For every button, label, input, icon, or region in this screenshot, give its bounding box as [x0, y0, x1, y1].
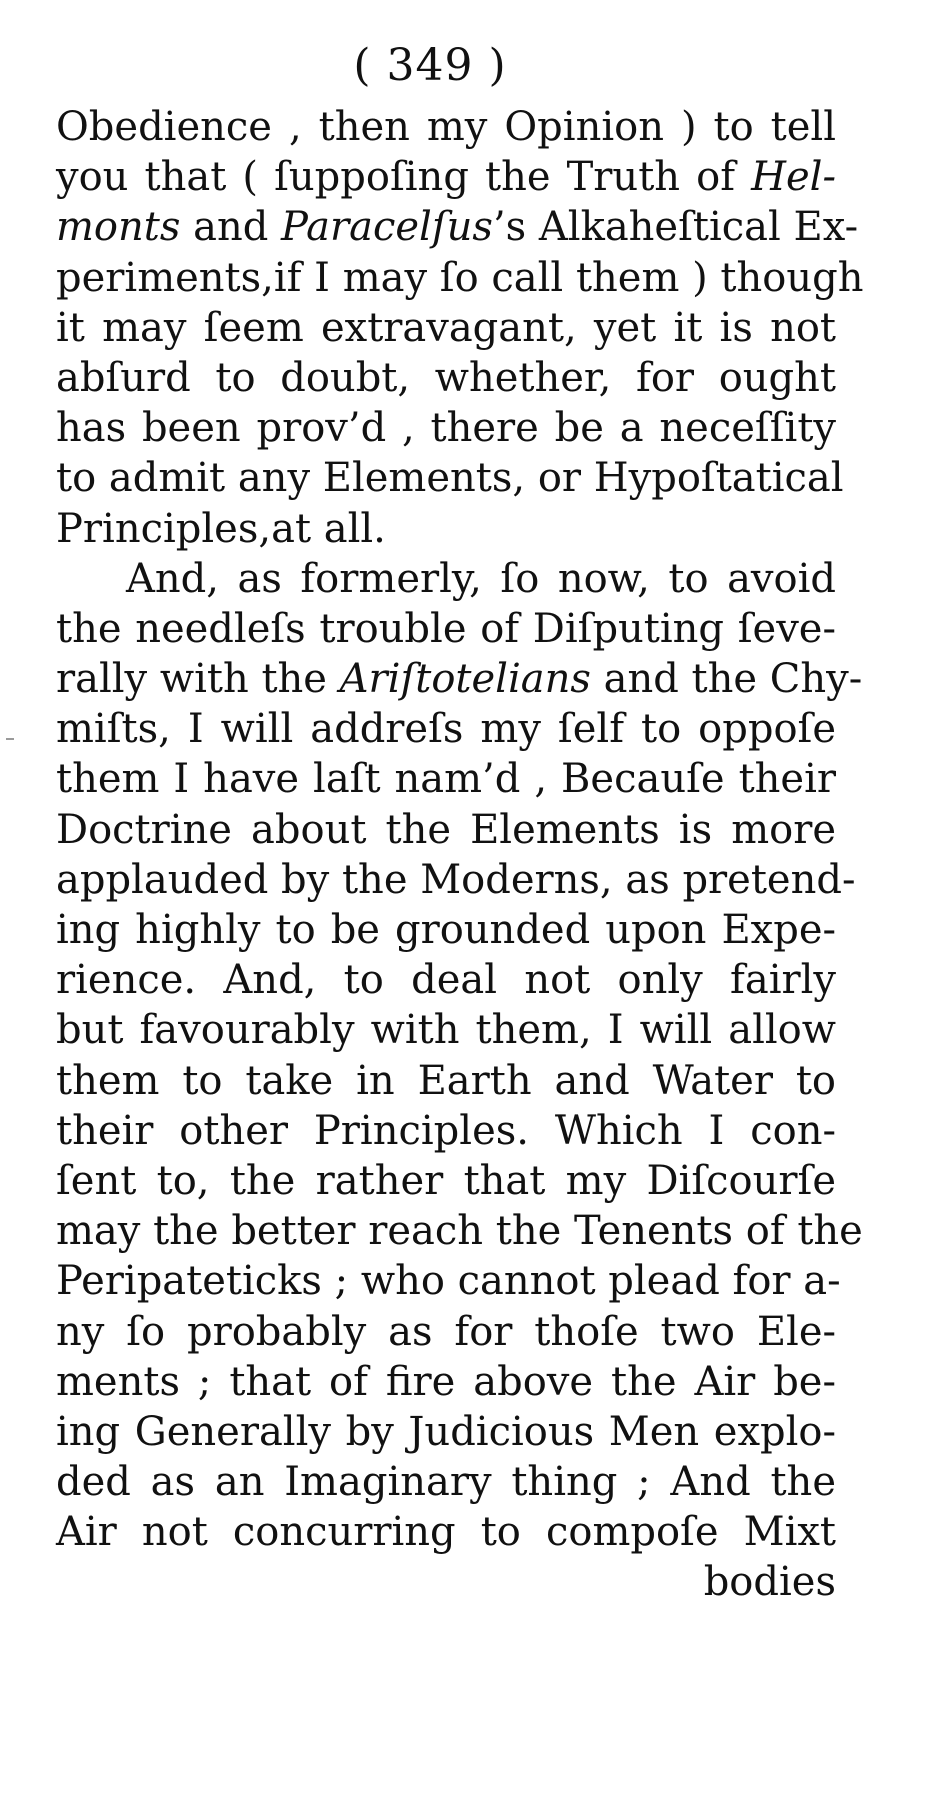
text-run: Principles,at all.	[56, 505, 386, 552]
text-line	[56, 1106, 836, 1156]
text-line	[56, 353, 836, 403]
text-line	[56, 1256, 841, 1306]
text-run: the needleſs trouble of Diſputing ſeve-	[56, 605, 836, 652]
text-run: may the better reach the Tenents of the	[56, 1208, 863, 1255]
text-line	[56, 1156, 836, 1206]
text-line	[56, 253, 864, 303]
text-run: abſurd to doubt, whether, for ought	[56, 354, 836, 401]
italic-text: Hel-	[751, 154, 836, 201]
margin-mark	[6, 738, 14, 740]
italic-text: Paracelſus	[281, 204, 493, 251]
text-run: but favourably with them, I will allow	[56, 1007, 836, 1054]
text-line	[56, 453, 844, 503]
text-run: Peripateticks ; who cannot plead for a-	[56, 1258, 841, 1305]
text-line	[56, 102, 836, 152]
text-run: ing highly to be grounded upon Expe-	[56, 907, 836, 953]
text-run: miſts, I will addreſs my ſelf to oppoſe	[56, 706, 836, 753]
text-run: rally with the	[56, 656, 340, 703]
text-line	[56, 654, 863, 704]
text-line	[56, 805, 836, 855]
text-run: And, as formerly, ſo now, to avoid	[126, 555, 836, 602]
text-run: ny ſo probably as for thoſe two Ele-	[56, 1308, 836, 1355]
text-line	[56, 1005, 836, 1055]
text-run: Obedience , then my Opinion ) to tell	[56, 104, 836, 150]
text-run: ’s Alkaheſtical Ex-	[492, 204, 859, 251]
text-line	[56, 1307, 836, 1357]
text-line	[56, 1357, 836, 1407]
text-line	[56, 754, 836, 804]
text-line	[56, 704, 836, 754]
italic-text: Ariſtotelians	[339, 656, 591, 703]
text-line	[56, 1056, 836, 1106]
text-run: them I have laſt nam’d , Becauſe their	[56, 756, 836, 803]
text-run: rience. And, to deal not only fairly	[56, 957, 836, 1004]
text-run: and the Chy-	[590, 656, 863, 703]
text-line	[56, 504, 836, 554]
catchword: bodies	[703, 1559, 836, 1606]
text-run: periments,if I may ſo call them ) though	[56, 254, 864, 301]
text-run: and	[180, 204, 282, 251]
text-line	[56, 1407, 836, 1457]
text-run: you that ( ſuppoſing the Truth of	[56, 154, 752, 201]
text-run: Doctrine about the Elements is more	[56, 806, 836, 853]
text-line	[56, 1206, 863, 1256]
text-line	[56, 303, 836, 353]
text-run: ing Generally by Judicious Men explo-	[56, 1408, 836, 1455]
text-line	[56, 604, 836, 654]
body-text	[56, 102, 864, 1608]
text-run: their other Principles. Which I con-	[56, 1107, 836, 1154]
text-run: them to take in Earth and Water to	[56, 1057, 836, 1104]
text-run: it may ſeem extravagant, yet it is not	[56, 304, 836, 351]
text-line	[56, 403, 836, 453]
text-run: to admit any Elements, or Hypoſtatical	[56, 455, 844, 502]
text-line	[56, 905, 836, 955]
text-line	[56, 1457, 836, 1507]
text-line	[56, 955, 836, 1005]
text-line	[56, 855, 856, 905]
text-line	[56, 202, 859, 252]
text-run: has been prov’d , there be a neceſſity	[56, 405, 836, 452]
italic-text: monts	[56, 204, 181, 251]
text-run: Air not concurring to compoſe Mixt	[56, 1509, 836, 1556]
text-run: ſent to, the rather that my Diſcourſe	[56, 1157, 836, 1204]
text-line	[56, 152, 836, 202]
text-run: ded as an Imaginary thing ; And the	[56, 1459, 836, 1506]
text-line	[56, 1507, 836, 1557]
text-run: applauded by the Moderns, as pretend-	[56, 856, 856, 903]
page-number: ( 349 )	[353, 40, 507, 91]
text-line	[56, 554, 836, 604]
text-run: ments ; that of fire above the Air be-	[56, 1358, 836, 1405]
